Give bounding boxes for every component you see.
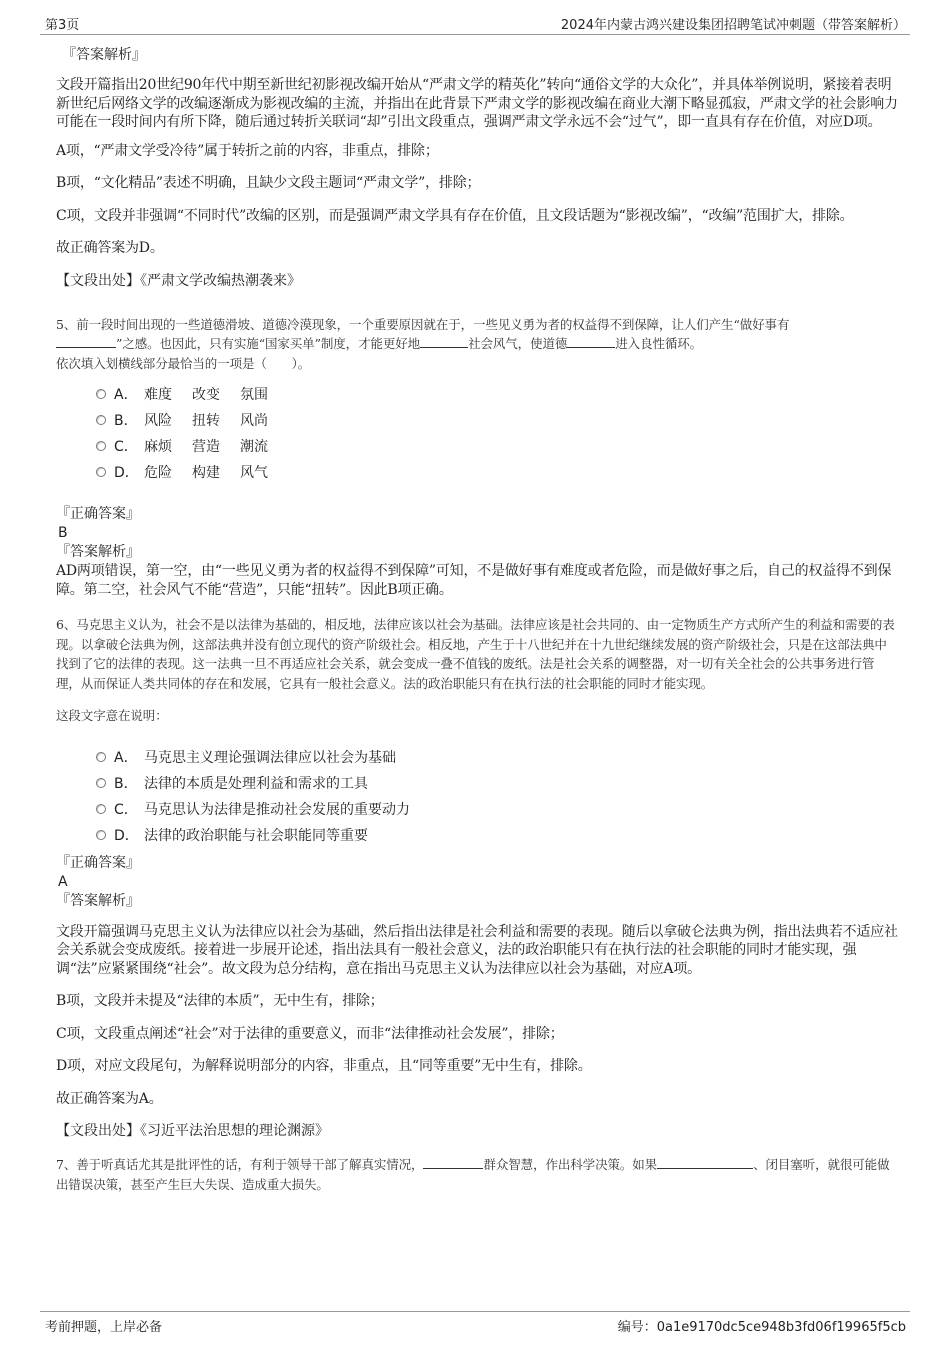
blank-2 xyxy=(657,1156,753,1169)
footer-slogan: 考前押题，上岸必备 xyxy=(45,1320,163,1335)
q6-prompt: 这段文字意在说明： xyxy=(56,708,168,723)
q6-answer: A xyxy=(58,873,68,890)
radio-icon[interactable] xyxy=(96,389,106,399)
page-number: 第3页 xyxy=(45,18,80,33)
q5-option-c[interactable]: C． 麻烦 营造 潮流 xyxy=(96,433,898,459)
radio-icon[interactable] xyxy=(96,778,106,788)
radio-icon[interactable] xyxy=(96,467,106,477)
blank-2 xyxy=(420,335,468,348)
q6-options xyxy=(96,744,898,848)
footer-code: 编号：0a1e9170dc5ce948b3fd06f19965f5cb xyxy=(617,1320,906,1335)
analysis-label: 『答案解析』 xyxy=(62,47,146,63)
page-content xyxy=(56,42,898,1194)
prev-analysis-p5: 故正确答案为D。 xyxy=(56,240,164,256)
question-6 xyxy=(56,615,898,1141)
q7-stem: 7、善于听真话尤其是批评性的话，有利于领导干部了解真实情况， 群众智慧，作出科学决策。如果 、闭目塞听，就很可能做出错误决策，甚至产生巨大失误、造成重大损失。 xyxy=(56,1157,890,1192)
q5-option-a[interactable]: A． 难度 改变 氛围 xyxy=(96,381,898,407)
q5-option-b[interactable]: B． 风险 扭转 风尚 xyxy=(96,407,898,433)
question-7 xyxy=(56,1155,898,1194)
q5-options xyxy=(96,381,898,485)
page-footer xyxy=(40,1311,910,1340)
radio-icon[interactable] xyxy=(96,804,106,814)
answer-label: 『正确答案』 xyxy=(56,854,140,871)
radio-icon[interactable] xyxy=(96,415,106,425)
q6-option-c[interactable]: C． 马克思认为法律是推动社会发展的重要动力 xyxy=(96,796,898,822)
analysis-label: 『答案解析』 xyxy=(56,892,140,909)
q6-analysis-p3: C项，文段重点阐述“社会”对于法律的重要意义，而非“法律推动社会发展”，排除； xyxy=(56,1025,564,1042)
q5-stem: 5、前一段时间出现的一些道德滑坡、道德冷漠现象，一个重要原因就在于，一些见义勇为者的权益得不到保障，让人们产生“做好事有 ”之感。也因此，只有实施“国家买单”制度，才能更好地 社会风气，使道德 进入良性循环。 xyxy=(56,316,790,351)
answer-label: 『正确答案』 xyxy=(56,506,140,522)
q5-analysis: AD两项错误，第一空，由“一些见义勇为者的权益得不到保障”可知，不是做好事有难度或者危险，而是做好事之后，自己的权益得不到保障。第二空，社会风气不能“营造”，只能“扭转”。因此B项正确。 xyxy=(56,563,892,598)
blank-1 xyxy=(423,1156,483,1169)
prev-analysis-p4: C项，文段并非强调“不同时代”改编的区别，而是强调严肃文学具有存在价值，且文段话题为“影视改编”，“改编”范围扩大，排除。 xyxy=(56,207,854,224)
q6-option-d[interactable]: D． 法律的政治职能与社会职能同等重要 xyxy=(96,822,898,848)
question-5 xyxy=(56,315,898,600)
radio-icon[interactable] xyxy=(96,830,106,840)
q6-option-a[interactable]: A． 马克思主义理论强调法律应以社会为基础 xyxy=(96,744,898,770)
blank-3 xyxy=(567,335,615,348)
q5-answer: B xyxy=(58,525,68,541)
blank-1 xyxy=(56,335,116,348)
q6-analysis-p2: B项，文段并未提及“法律的本质”，无中生有，排除； xyxy=(56,993,384,1009)
q6-source: 【文段出处】《习近平法治思想的理论渊源》 xyxy=(56,1123,329,1139)
q5-prompt: 依次填入划横线部分最恰当的一项是（ ）。 xyxy=(56,355,311,371)
radio-icon[interactable] xyxy=(96,752,106,762)
q5-option-d[interactable]: D． 危险 构建 风气 xyxy=(96,459,898,485)
analysis-label: 『答案解析』 xyxy=(56,544,140,560)
q6-analysis-p5: 故正确答案为A。 xyxy=(56,1090,163,1107)
document-title: 2024年内蒙古鸿兴建设集团招聘笔试冲刺题（带答案解析） xyxy=(560,18,906,33)
prev-analysis-p1: 文段开篇指出20世纪90年代中期至新世纪初影视改编开始从“严肃文学的精英化”转向“通俗文学的大众化”，并具体举例说明，紧接着表明新世纪后网络文学的改编逐渐成为影视改编的主流，并指出在此背景下严肃文学的影视改编在商业大潮下略显孤寂，严肃文学的社会影响力可能在一段时间内有所下降，随后通过转折关联词“却”引出文段重点，强调严肃文学永远不会“过气”，即一直具有存在价值，对应D项。 xyxy=(56,77,898,130)
prev-analysis-p2: A项，“严肃文学受冷待”属于转折之前的内容，非重点，排除； xyxy=(56,142,439,159)
prev-source: 【文段出处】《严肃文学改编热潮袭来》 xyxy=(56,272,301,289)
prev-analysis-p3: B项，“文化精品”表述不明确，且缺少文段主题词“严肃文学”，排除； xyxy=(56,175,481,191)
q6-analysis-p4: D项，对应文段尾句，为解释说明部分的内容，非重点，且“同等重要”无中生有，排除。 xyxy=(56,1058,592,1074)
radio-icon[interactable] xyxy=(96,441,106,451)
page-header xyxy=(40,12,910,35)
q6-stem: 6、马克思主义认为，社会不是以法律为基础的，相反地，法律应该以社会为基础。法律应该是社会共同的、由一定物质生产方式所产生的利益和需要的表现。以拿破仑法典为例，这部法典并没有创立现代的资产阶级社会。相反地，产生于十八世纪并在十九世纪继续发展的资产阶级社会，只是在这部法典中找到了它的法律的表现。这一法典一旦不再适应社会关系，就会变成一叠不值钱的废纸。法是社会关系的调整器，对一切有关全社会的公共事务进行管理，从而保证人类共同体的存在和发展，它具有一般社会意义。法的政治职能只有在执行法的社会职能的同时才能实现。 xyxy=(56,617,895,691)
q6-option-b[interactable]: B． 法律的本质是处理利益和需求的工具 xyxy=(96,770,898,796)
q6-analysis-p1: 文段开篇强调马克思主义认为法律应以社会为基础，然后指出法律是社会利益和需要的表现。随后以拿破仑法典为例，指出法典若不适应社会关系就会变成废纸。接着进一步展开论述，指出法具有一般社会意义，法的政治职能只有在执行法的社会职能的同时才能实现，强调“法”应紧紧围绕“社会”。故文段为总分结构，意在指出马克思主义认为法律应以社会为基础，对应A项。 xyxy=(56,923,898,977)
